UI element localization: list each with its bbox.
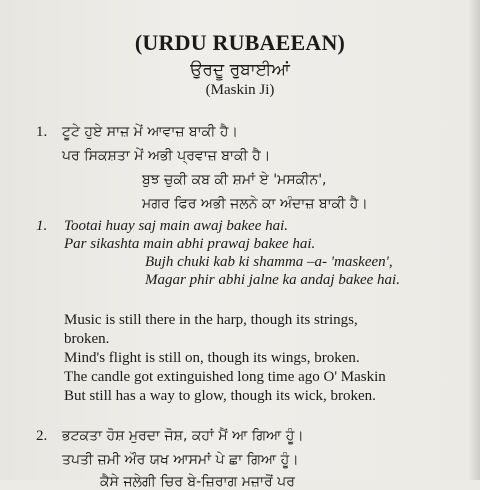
verse-1-gurmukhi-line: ਟੂਟੇ ਹੁਏ ਸਾਜ਼ ਮੇਂ ਆਵਾਜ਼ ਬਾਕੀ ਹੈ। (62, 124, 238, 140)
verse-2-gurmukhi-line: ਭਟਕਤਾ ਹੋਸ਼ ਮੁਰਦਾ ਜੋਸ਼, ਕਹਾਂ ਮੈਂ ਆ ਗਿਆ ਹੂੰ। (62, 428, 304, 444)
verse-1-translation-line: broken. (64, 331, 110, 347)
verse-1-transliteration-line: Tootai huay saj main awaj bakee hai. (64, 218, 289, 234)
verse-2-gurmukhi-line: ਕੈਸੇ ਜਲੇਗੀ ਚਿਰ ਬੇ-ਜ਼ਿਰਾਗ ਮਜ਼ਾਰੋਂ ਪਰ (100, 474, 295, 490)
verse-1-number-italic: 1. (36, 218, 48, 234)
verse-1-transliteration-line: Bujh chuki kab ki shamma –a- 'maskeen', (145, 254, 393, 270)
verse-2-number: 2. (36, 428, 48, 444)
verse-1-transliteration-line: Par sikashta main abhi prawaj bakee hai. (64, 236, 316, 252)
verse-1-transliteration-line: Magar phir abhi jalne ka andaj bakee hai. (145, 272, 400, 288)
verse-1-translation-line: But still has a way to glow, though its wick, broken. (64, 388, 376, 404)
verse-1-number: 1. (36, 124, 48, 140)
verse-1-translation-line: Mind's flight is still on, though its wings, broken. (64, 350, 360, 366)
verse-1-translation-line: The candle got extinguished long time ago O' Maskin (64, 369, 386, 385)
verse-1-gurmukhi-line: ਪਰ ਸਿਕਸ਼ਤਾ ਮੇਂ ਅਭੀ ਪ੍ਰਵਾਜ਼ ਬਾਕੀ ਹੈ। (62, 148, 271, 164)
verse-1-gurmukhi-line: ਬੁਝ ਚੁਕੀ ਕਬ ਕੀ ਸ਼ਮਾਂ ਏ 'ਮਸਕੀਨ', (142, 172, 327, 188)
page-subtitle-punjabi: ਉਰਦੂ ਰੁਬਾਈਆਂ (190, 60, 290, 80)
author-name: (Maskin Ji) (205, 82, 275, 98)
verse-2-gurmukhi-line: ਤਪਤੀ ਜ਼ਮੀ ਔਰ ਯਖ ਆਸਮਾਂ ਪੇ ਛਾ ਗਿਆ ਹੂੰ। (62, 452, 299, 468)
verse-1-translation-line: Music is still there in the harp, though its strings, (64, 312, 358, 328)
page-title: (URDU RUBAEEAN) (134, 30, 346, 55)
verse-1-gurmukhi-line: ਮਗਰ ਫਿਰ ਅਭੀ ਜਲਨੇ ਕਾ ਅੰਦਾਜ਼ ਬਾਕੀ ਹੈ। (142, 196, 368, 212)
